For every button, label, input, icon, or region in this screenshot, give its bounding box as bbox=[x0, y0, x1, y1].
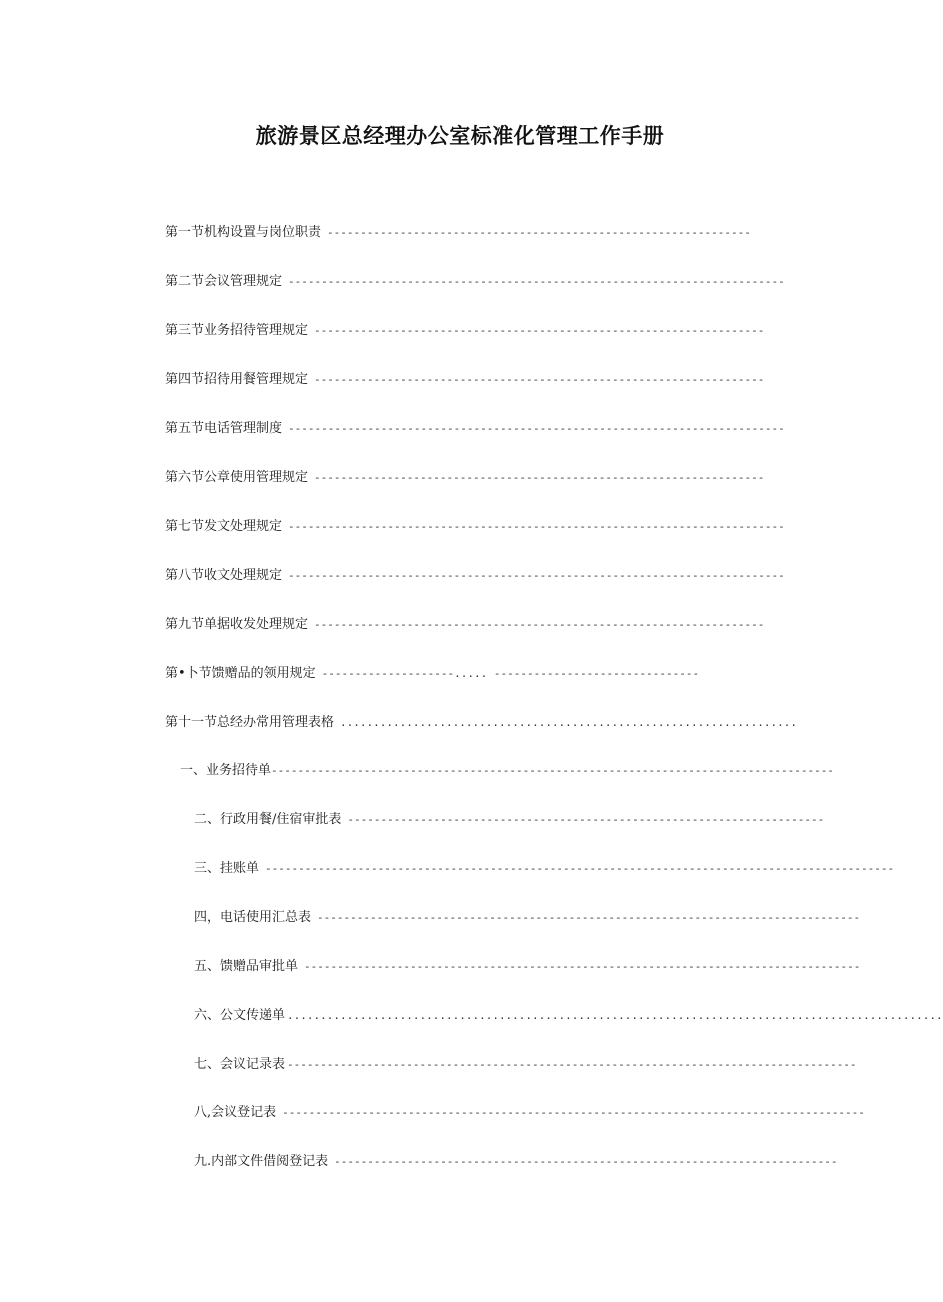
toc-leader: ---------------------------------------------------------------------------- bbox=[334, 1155, 838, 1168]
toc-item-section-7[interactable] bbox=[165, 516, 785, 538]
toc-item-label: 五、馈赠品审批单 bbox=[194, 959, 299, 974]
toc-item-section-8[interactable] bbox=[165, 565, 785, 587]
toc-item-form-4[interactable] bbox=[194, 907, 861, 929]
toc-item-label: 一、业务招待单 bbox=[180, 763, 272, 778]
toc-item-label: 第九节单据收发处理规定 bbox=[165, 617, 309, 632]
toc-item-label: 八,会议登记表 bbox=[194, 1105, 277, 1120]
toc-leader: ................................................................................................... bbox=[287, 1009, 943, 1022]
toc-leader: ---------------------------------------------------------------------------------------- bbox=[282, 1106, 865, 1119]
toc-item-section-2[interactable] bbox=[165, 271, 785, 293]
toc-item-section-11[interactable] bbox=[165, 712, 797, 734]
toc-leader: -------------------------------------------------------------------- bbox=[314, 471, 765, 484]
toc-leader: ------------------------------------------------------------------------------------- bbox=[271, 764, 834, 777]
toc-item-label: 第六节公章使用管理规定 bbox=[165, 470, 309, 485]
toc-item-label: 第七节发文处理规定 bbox=[165, 519, 283, 534]
toc-item-form-3[interactable] bbox=[194, 858, 895, 880]
toc-leader: ------------------------------------------------------------------------ bbox=[347, 813, 825, 826]
toc-leader: -------------------------------------------------------------------------------------- bbox=[287, 1058, 857, 1071]
toc-item-form-1[interactable] bbox=[180, 760, 834, 782]
toc-item-section-4[interactable] bbox=[165, 369, 765, 391]
toc-item-label: 三、挂账单 bbox=[194, 861, 260, 876]
toc-leader: --------------------------------------------------------------------------- bbox=[288, 569, 785, 582]
toc-item-form-6[interactable] bbox=[194, 1005, 943, 1027]
toc-leader: --------------------------------------------------------------------------- bbox=[288, 275, 785, 288]
toc-leader: ..................................................................... bbox=[340, 716, 797, 729]
toc-item-section-5[interactable] bbox=[165, 418, 785, 440]
toc-leader: --------------------------------------------------------------------------- bbox=[288, 422, 785, 435]
toc-item-label: 第四节招待用餐管理规定 bbox=[165, 372, 309, 387]
toc-leader: --------------------..... ------------------------------- bbox=[321, 667, 700, 680]
toc-item-label: 第五节电话管理制度 bbox=[165, 421, 283, 436]
toc-leader: ----------------------------------------------------------------------------------------------- bbox=[265, 862, 895, 875]
toc-item-label: 第•卜节馈赠品的领用规定 bbox=[165, 666, 316, 681]
toc-leader: -------------------------------------------------------------------- bbox=[314, 373, 765, 386]
toc-item-form-8[interactable] bbox=[194, 1102, 865, 1124]
toc-item-label: 第三节业务招待管理规定 bbox=[165, 323, 309, 338]
toc-item-form-9[interactable] bbox=[194, 1151, 838, 1173]
toc-leader: -------------------------------------------------------------------- bbox=[314, 324, 765, 337]
toc-item-label: 二、行政用餐/住宿审批表 bbox=[194, 812, 342, 827]
toc-item-section-10[interactable] bbox=[165, 663, 700, 685]
toc-leader: ------------------------------------------------------------------------------------ bbox=[304, 960, 861, 973]
toc-item-section-1[interactable] bbox=[165, 222, 751, 244]
toc-item-label: 九.内部文件借阅登记表 bbox=[194, 1154, 329, 1169]
toc-leader: --------------------------------------------------------------------------- bbox=[288, 520, 785, 533]
toc-item-form-2[interactable] bbox=[194, 809, 825, 831]
toc-item-form-5[interactable] bbox=[194, 956, 861, 978]
toc-item-label: 七、会议记录表 bbox=[194, 1057, 286, 1072]
toc-item-section-9[interactable] bbox=[165, 614, 765, 636]
document-title: 旅游景区总经理办公室标准化管理工作手册 bbox=[255, 123, 665, 148]
toc-item-label: 六、公文传递单 bbox=[194, 1008, 286, 1023]
toc-item-form-7[interactable] bbox=[194, 1054, 857, 1076]
toc-item-section-3[interactable] bbox=[165, 320, 765, 342]
toc-item-label: 第八节收文处理规定 bbox=[165, 568, 283, 583]
toc-item-section-6[interactable] bbox=[165, 467, 765, 489]
toc-item-label: 第十一节总经办常用管理表格 bbox=[165, 715, 335, 730]
toc-item-label: 第一节机构设置与岗位职责 bbox=[165, 225, 322, 240]
toc-item-label: 第二节会议管理规定 bbox=[165, 274, 283, 289]
toc-leader: ---------------------------------------------------------------- bbox=[327, 226, 751, 239]
toc-item-label: 四，电话使用汇总表 bbox=[194, 910, 312, 925]
toc-leader: -------------------------------------------------------------------- bbox=[314, 618, 765, 631]
toc-leader: ---------------------------------------------------------------------------------- bbox=[317, 911, 861, 924]
